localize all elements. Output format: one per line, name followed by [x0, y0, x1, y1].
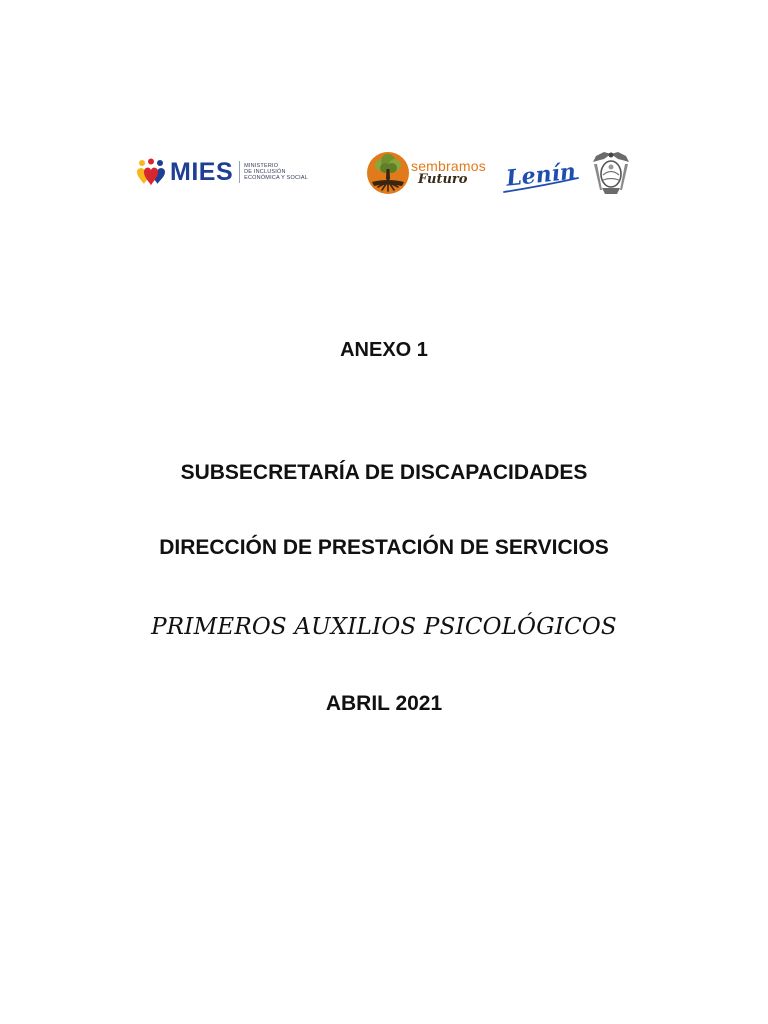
document-title: PRIMEROS AUXILIOS PSICOLÓGICOS — [151, 614, 617, 640]
mies-subtitle-line: ECONÓMICA Y SOCIAL — [244, 175, 309, 181]
annex-heading: ANEXO 1 — [340, 339, 428, 361]
svg-text:Lenín: Lenín — [504, 158, 578, 192]
people-hearts-icon — [136, 157, 166, 187]
undersecretariat-heading: SUBSECRETARÍA DE DISCAPACIDADES — [180, 461, 588, 484]
lenin-signature-logo — [502, 152, 582, 196]
tree-icon — [366, 151, 410, 195]
sembramos-word: sembramos — [411, 158, 486, 174]
coat-of-arms-logo — [590, 150, 632, 196]
mies-subtitle-line: MINISTERIO — [244, 163, 279, 169]
mies-divider — [239, 161, 240, 183]
mies-subtitle-line: DE INCLUSIÓN — [244, 169, 286, 175]
document-date: ABRIL 2021 — [325, 692, 443, 715]
mies-logo — [136, 156, 308, 188]
mies-acronym: MIES — [170, 157, 234, 186]
ecuador-coat-of-arms-icon — [590, 150, 632, 196]
lenin-signature-icon — [502, 152, 582, 196]
futuro-word: Futuro — [418, 172, 468, 187]
logo-bar — [0, 146, 768, 202]
mies-subtitle — [244, 163, 308, 181]
directorate-heading: DIRECCIÓN DE PRESTACIÓN DE SERVICIOS — [159, 536, 609, 559]
sembramos-futuro-logo — [366, 150, 496, 196]
